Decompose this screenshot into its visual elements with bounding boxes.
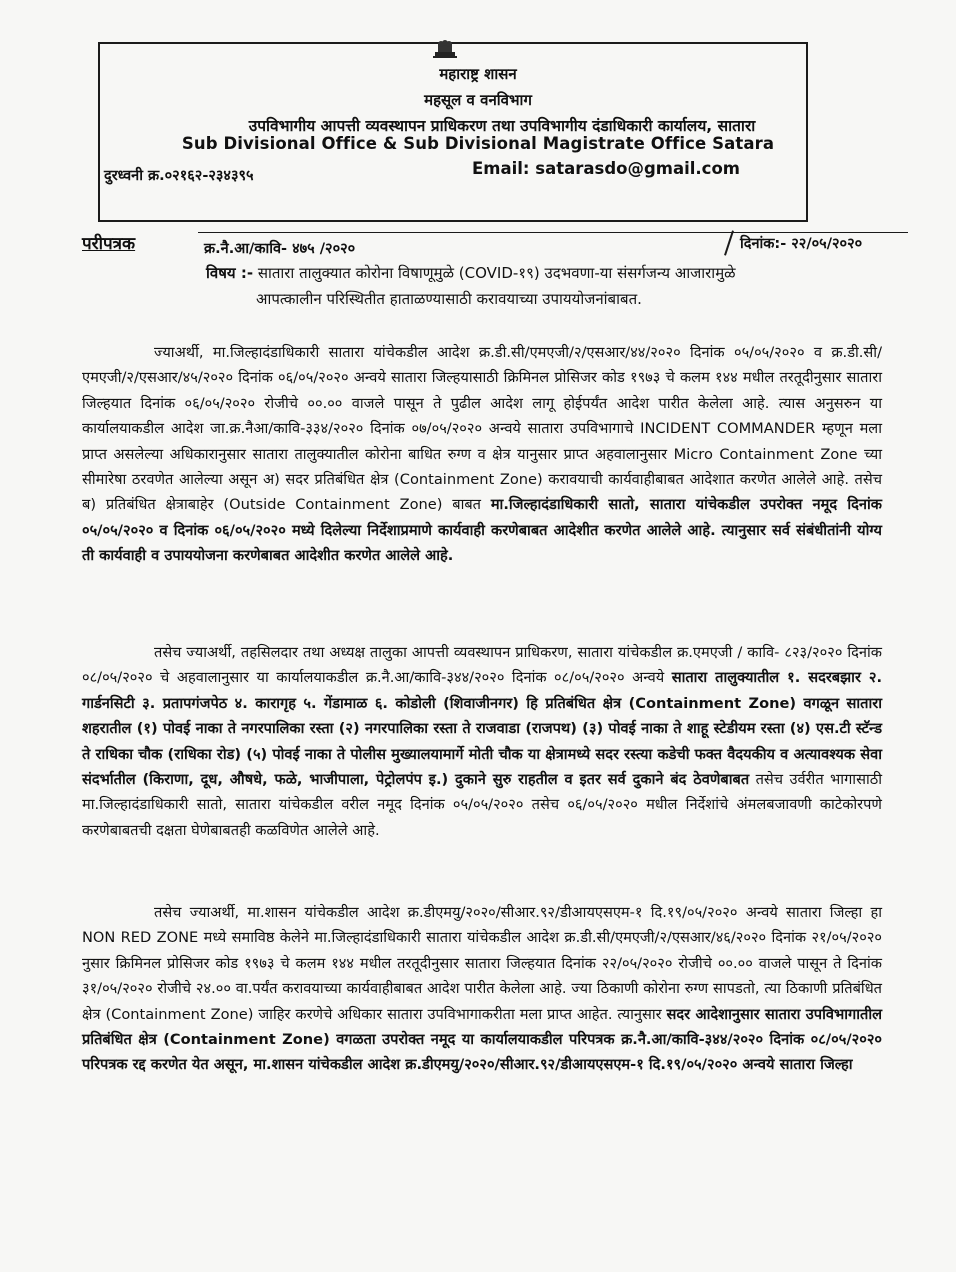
paragraph-2-text-a: तसेच ज्याअर्थी, तहसिलदार तथा अध्यक्ष तालुका आपत्ती व्यवस्थापन प्राधिकरण, सातारा यांचेकडील क्र.एमएजी / कावि- ८२३/२०२० दिनांक ०८/०५/२०२० चे अहवालानुसार या कार्यालयाकडील क्र.नै.आ/कावि-३४४/२०२० दिनांक ०८/०५/२०२० अन्वये <box>82 644 882 687</box>
paragraph-3-indent <box>82 904 154 921</box>
office-phone: दुरध्वनी क्र.०२१६२-२३४३९५ <box>104 168 254 184</box>
paragraph-2 <box>82 640 882 843</box>
department-name: महसूल व वनविभाग <box>424 91 532 109</box>
document-type-heading: परीपत्रक <box>82 234 136 254</box>
national-emblem-icon <box>425 38 465 60</box>
paragraph-2-indent <box>82 644 154 661</box>
paragraph-1-indent <box>82 344 154 361</box>
paragraph-3-bold-text: सदर आदेशानुसार सातारा उपविभागातील प्रतिबंधित क्षेत्र (Containment Zone) वगळता उपरोक्त नमूद या कार्यालयाकडील परिपत्रक क्र.नै.आ/कावि-३४४/२०२० दिनांक ०८/०५/२०२० परिपत्रक रद्द करणेत येत असून, मा.शासन यांचेकडील आदेश क्र.डीएमयु/२०२०/सीआर.९२/डीआयएसएम-१ दि.१९/०५/२०२० अन्वये सातारा जिल्हा <box>82 1005 883 1074</box>
subject-block <box>206 260 906 312</box>
subject-line-2: आपत्कालीन परिस्थितीत हाताळण्यासाठी करावयाच्या उपाययोजनांबाबत. <box>256 290 642 308</box>
reference-number: क्र.नै.आ/कावि- ४७५ /२०२० <box>204 241 356 257</box>
paragraph-3-text: तसेच ज्याअर्थी, मा.शासन यांचेकडील आदेश क्र.डीएमयु/२०२०/सीआर.९२/डीआयएसएम-१ दि.१९/०५/२०२० अन्वये सातारा जिल्हा हा NON RED ZONE मध्ये समाविष्ठ केलेने मा.जिल्हादंडाधिकारी सातारा यांचेकडील आदेश क्र.डी.सी/एमएजी/२/एसआर/४६/२०२० दिनांक २१/०५/२०२० नुसार क्रिमिनल प्रोसिजर कोड १९७३ चे कलम १४४ मधील तरतूदीनुसार सातारा जिल्हयात दिनांक २२/०५/२०२० रोजीचे ००.०० वाजले पासून ते दिनांक ३१/०५/२०२० रोजीचे २४.०० वा.पर्यंत करावयाच्या कार्यवाहीबाबत आदेश पारीत केलेला आहे. ज्या ठिकाणी कोरोना रुग्ण सापडतो, त्या ठिकाणी प्रतिबंधित क्षेत्र (Containment Zone) जाहिर करणेचे अधिकार सातारा उपविभागाकरीता मला प्राप्त आहेत. त्यानुसार <box>82 904 882 1023</box>
paragraph-1-text: ज्याअर्थी, मा.जिल्हादंडाधिकारी सातारा यांचेकडील आदेश क्र.डी.सी/एमएजी/२/एसआर/४४/२०२० दिनांक ०५/०५/२०२० व क्र.डी.सी/एमएजी/२/एसआर/४५/२०२० दिनांक ०६/०५/२०२० अन्वये सातारा जिल्हयासाठी क्रिमिनल प्रोसिजर कोड १९७३ चे कलम १४४ मधील तरतूदीनुसार सातारा जिल्हयात दिनांक ०६/०५/२०२० रोजीचे ००.०० वाजले पासून ते पुढील आदेश लागू होईपर्यंत आदेश पारीत केलेला आहे. त्यास अनुसरुन या कार्यालयाकडील आदेश जा.क्र.नैआ/कावि-३३४/२०२० दिनांक ०७/०५/२०२० अन्वये सातारा उपविभागाचे INCIDENT COMMANDER म्हणून मला प्राप्त असलेल्या अधिकारानुसार सातारा तालुक्यातील कोरोना बाधित रुग्ण व क्षेत्र यानुसार प्राप्त अहवालानुसार Micro Containment Zone च्या सीमारेषा ठरवणेत आलेल्या असून अ) सदर प्रतिबंधित क्षेत्र (Containment Zone) करावयाची कार्यवाहीबाबत आदेशात करणेत आलेले आहे. तसेच ब) प्रतिबंधित क्षेत्राबाहेर (Outside Containment Zone) बाबत <box>82 344 882 514</box>
document-date: दिनांक:- २२/०५/२०२० <box>740 236 863 252</box>
paragraph-1 <box>82 340 882 569</box>
paragraph-1-bold-text: मा.जिल्हादंडाधिकारी सातो, सातारा यांचेकडील उपरोक्त नमूद दिनांक ०५/०५/२०२० व दिनांक ०६/०५/२०२० मध्ये दिलेल्या निर्देशाप्रमाणे कार्यवाही करणेबाबत आदेशीत करणेत आलेले आहे. त्यानुसार सर्व संबंधीतांनी योग्य ती कार्यवाही व उपाययोजना करणेबाबत आदेशीत करणेत आलेले आहे. <box>82 496 883 565</box>
office-name-marathi: उपविभागीय आपत्ती व्यवस्थापन प्राधिकरण तथा उपविभागीय दंडाधिकारी कार्यालय, सातारा <box>248 117 756 135</box>
date-divider <box>724 230 734 255</box>
paragraph-3 <box>82 900 882 1078</box>
subject-line-1: सातारा तालुक्यात कोरोना विषाणूमुळे (COVID-१९) उदभवणा-या संसर्गजन्य आजारामुळे <box>257 264 736 282</box>
office-email: Email: satarasdo@gmail.com <box>472 159 740 178</box>
paragraph-2-text-b: तसेच उर्वरीत भागासाठी मा.जिल्हादंडाधिकारी सातो, सातारा यांचेकडील वरील नमूद दिनांक ०५/०५/२०२० तसेच ०६/०५/२०२० मधील निर्देशांचे अंमलबजावणी काटेकोरपणे करणेबाबतची दक्षता घेणेबाबतही कळविणेत आलेले आहे. <box>82 771 882 839</box>
office-name-english: Sub Divisional Office & Sub Divisional Magistrate Office Satara <box>181 134 775 153</box>
paragraph-2-bold-text: सातारा तालुक्यातील १. सदरबझार २. गार्डनसिटी ३. प्रतापगंजपेठ ४. कारागृह ५. गेंडामाळ ६. कोडोली (शिवाजीनगर) हि प्रतिबंधित क्षेत्र (Containment Zone) वगळून सातारा शहरातील (१) पोवई नाका ते नगरपालिका रस्ता (२) नगरपालिका रस्ता ते राजवाडा (राजपथ) (३) पोवई नाका ते शाहू स्टेडीयम रस्ता (४) एस.टी स्टॅन्ड ते राधिका चौक (राधिका रोड) (५) पोवई नाका ते पोलीस मुख्यालयामार्गे मोती चौक या क्षेत्रामध्ये सदर रस्त्या कडेची फक्त वैदयकीय व अत्यावश्यक सेवा संदर्भातील (किराणा, दूध, औषधे, फळे, भाजीपाला, पेट्रोलपंप इ.) दुकाने सुरु राहतील व इतर सर्व दुकाने बंद ठेवणेबाबत <box>82 669 883 789</box>
government-name: महाराष्ट्र शासन <box>439 65 517 83</box>
subject-label: विषय :- <box>206 264 254 282</box>
